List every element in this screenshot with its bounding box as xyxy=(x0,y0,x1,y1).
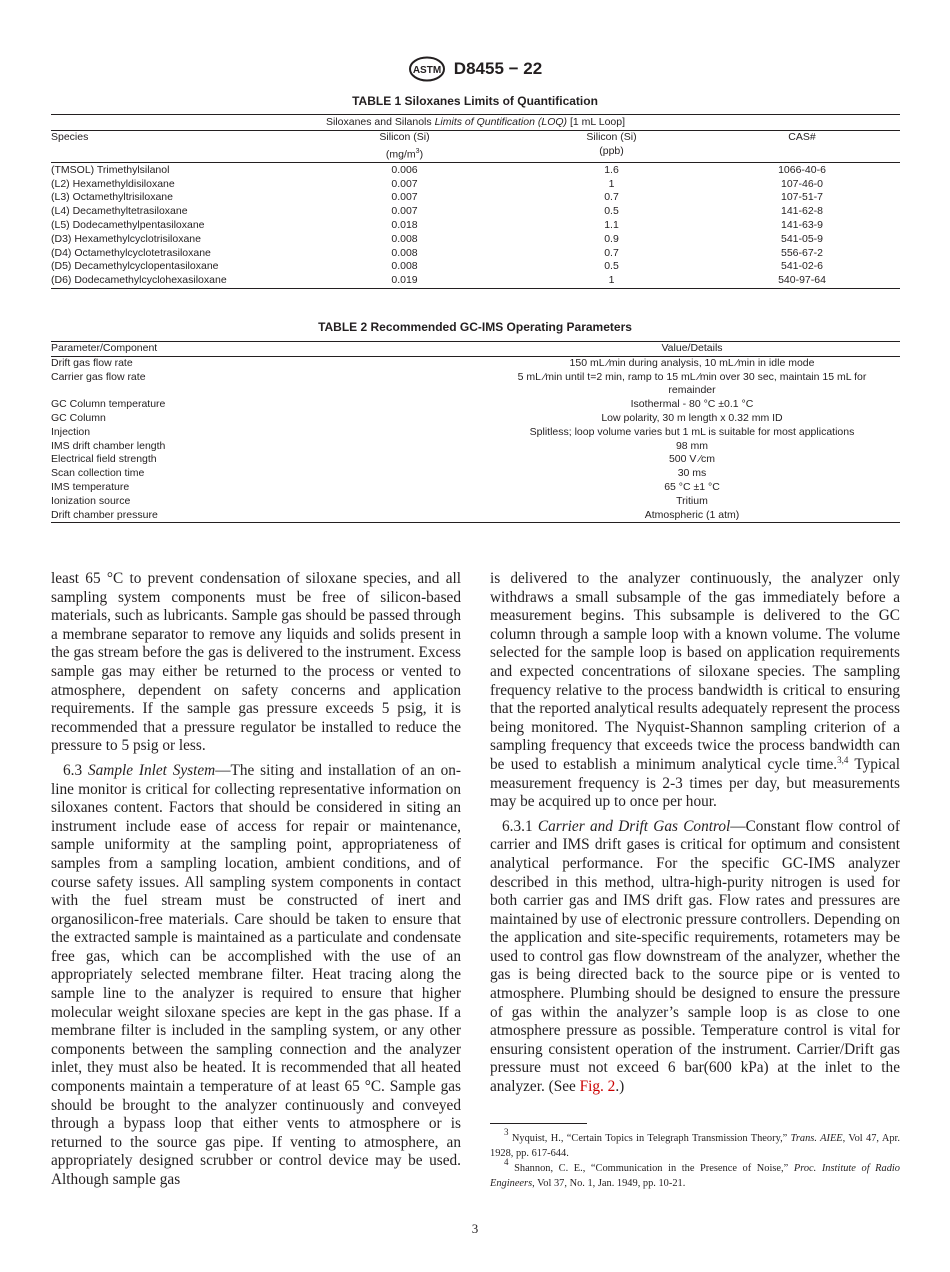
table2-value-cell: Atmospheric (1 atm) xyxy=(644,508,740,521)
table1-cell: 0.018 xyxy=(391,219,418,232)
footnote-ref-3-4: 3,4 xyxy=(837,754,849,765)
table2-value-cell: Splitless; loop volume varies but 1 mL is suitable for most applications xyxy=(529,425,855,438)
table1-row xyxy=(51,178,900,192)
table1-row xyxy=(51,274,900,288)
table2-value-cell: 98 mm xyxy=(675,439,709,452)
section-6-3-1-title: Carrier and Drift Gas Control xyxy=(537,817,731,835)
table1-cell: 541-02-6 xyxy=(780,260,824,273)
table1 xyxy=(51,114,900,289)
table1-header-cas: CAS# xyxy=(788,130,816,143)
table1-cell: 141-62-8 xyxy=(780,205,824,218)
table2-row xyxy=(51,467,900,481)
table1-row xyxy=(51,233,900,247)
section-6-3-1: 6.3.1 Carrier and Drift Gas Control—Constant flow control of carrier and IMS drift gases is critical for optimum and consistent analytical performance. For the specific GC-IMS analyzer described in this method, ultra-high-purity nitrogen is used for both carrier gas and IMS drift gas. Flow rates and pressures are maintained by use of electronic pressure controllers. Depending on the application and site-specific requirements, rotameters may be used to control gas flow downstream of the analyzer, whether the gas is being directed back to the source pipe or is vented to atmosphere. Plumbing should be designed to ensure the pressure of gas within the analyzer’s sample loop is as close to one atmosphere pressure as possible. Temperature control is vital for ensuring consistent operation of the instrument. Carrier/Drift gas pressure must not exceed 6 bar(600 kPa) at the inlet to the analyzer. (See Fig. 2.) xyxy=(490,817,900,1096)
footnote-divider xyxy=(490,1123,587,1124)
table2-parameter-cell: Drift chamber pressure xyxy=(51,508,158,521)
table1-super-header: Siloxanes and Silanols Limits of Quntification (LOQ) [1 mL Loop] xyxy=(51,115,900,131)
table1-cell: 1066-40-6 xyxy=(778,163,826,176)
table1-row xyxy=(51,191,900,205)
footnote-3: 3 Nyquist, H., “Certain Topics in Telegraph Transmission Theory,” Trans. AIEE, Vol 47, Apr. 1928, pp. 617-644. xyxy=(490,1127,901,1159)
table2-parameter-cell: Injection xyxy=(51,425,91,438)
table2-value-cell: Tritium xyxy=(676,494,708,507)
paragraph-continuation: least 65 °C to prevent condensation of siloxane species, and all sampling system components must be free of silicon-based materials, such as lubricants. Sample gas should be passed through a membrane separator to remove any liquids and solids present in the gas stream before the gas is delivered to the instrument. Excess sample gas may either be returned to the process or vented to atmosphere, dependent on safety concerns and application requirements. If the sample gas pressure exceeds 5 psig, it is recommended that a pressure regulator be installed to reduce the pressure to 5 psig or less. xyxy=(51,570,461,755)
table2-parameter-cell: GC Column temperature xyxy=(51,398,166,411)
right-text-column xyxy=(490,570,900,1097)
table2-value-cell: 5 mL ⁄min until t=2 min, ramp to 15 mL ⁄min over 30 sec, maintain 15 mL for remainder xyxy=(517,370,867,397)
table1-cell: (D5) Decamethylcyclopentasiloxane xyxy=(51,260,219,273)
table2-value-cell: 30 ms xyxy=(677,467,707,480)
table1-cell: 540-97-64 xyxy=(778,274,826,287)
logo-text: ASTM xyxy=(412,65,441,76)
table1-cell: 1.1 xyxy=(604,219,619,232)
table1-cell: 107-46-0 xyxy=(780,177,824,190)
table2-row xyxy=(51,453,900,467)
table2 xyxy=(51,341,900,523)
table2-caption: TABLE 2 Recommended GC-IMS Operating Parameters xyxy=(318,320,632,334)
table1-cell: (D4) Octamethylcyclotetrasiloxane xyxy=(51,246,211,259)
table1-cell: (D3) Hexamethylcyclotrisiloxane xyxy=(51,232,201,245)
table1-cell: 0.006 xyxy=(391,163,418,176)
table1-column-headers xyxy=(51,130,900,162)
table1-cell: 141-63-9 xyxy=(780,219,824,232)
table1-cell: 1 xyxy=(608,177,615,190)
table1-cell: (TMSOL) Trimethylsilanol xyxy=(51,163,170,176)
table2-row xyxy=(51,426,900,440)
table1-cell: 0.008 xyxy=(391,260,418,273)
table1-cell: 0.5 xyxy=(604,260,619,273)
table1-cell: (L2) Hexamethyldisiloxane xyxy=(51,177,175,190)
table2-header-value: Value/Details xyxy=(661,342,723,354)
table1-caption: TABLE 1 Siloxanes Limits of Quantification xyxy=(352,94,598,108)
table2-parameter-cell: GC Column xyxy=(51,411,106,424)
table1-row xyxy=(51,162,900,177)
table2-row xyxy=(51,356,900,370)
table2-column-headers xyxy=(51,342,900,357)
table2-row xyxy=(51,509,900,523)
table1-cell: 0.019 xyxy=(391,274,418,287)
table1-cell: 0.007 xyxy=(391,205,418,218)
footnote-4: 4 Shannon, C. E., “Communication in the Presence of Noise,” Proc. Institute of Radio Engineers, Vol 37, No. 1, Jan. 1949, pp. 10-21. xyxy=(490,1157,900,1189)
table1-row xyxy=(51,219,900,233)
table2-row xyxy=(51,398,900,412)
figure-2-link[interactable]: Fig. 2 xyxy=(579,1078,616,1096)
table1-cell: (L4) Decamethyltetrasiloxane xyxy=(51,205,188,218)
table2-parameter-cell: Electrical field strength xyxy=(51,453,157,466)
table1-cell: 107-51-7 xyxy=(780,191,824,204)
table2-row xyxy=(51,412,900,426)
table1-cell: (D6) Dodecamethylcyclohexasiloxane xyxy=(51,274,227,287)
left-text-column xyxy=(51,570,461,1190)
table1-cell: 0.5 xyxy=(604,205,619,218)
table2-parameter-cell: Carrier gas flow rate xyxy=(51,370,146,383)
table2-parameter-cell: IMS temperature xyxy=(51,480,130,493)
table1-row xyxy=(51,260,900,274)
document-designation: D8455 − 22 xyxy=(453,59,543,78)
table1-cell: 0.007 xyxy=(391,177,418,190)
table1-cell: (L5) Dodecamethylpentasiloxane xyxy=(51,219,205,232)
table2-value-cell: 500 V ⁄cm xyxy=(668,453,716,466)
table2-value-cell: Isothermal - 80 °C ±0.1 °C xyxy=(630,398,754,411)
astm-logo-icon xyxy=(408,56,446,82)
table2-row xyxy=(51,481,900,495)
table1-row xyxy=(51,205,900,219)
table1-cell: 1 xyxy=(608,274,615,287)
table1-cell: (L3) Octamethyltrisiloxane xyxy=(51,191,173,204)
table1-cell: 0.008 xyxy=(391,246,418,259)
table2-value-cell: 65 °C ±1 °C xyxy=(664,480,720,493)
section-6-3: 6.3 Sample Inlet System—The siting and installation of an on-line monitor is critical for collecting representative information on siloxanes content. Factors that should be considered in siting an instrument include ease of access for repair or maintenance, sample uniformity at the sampling point, appropriateness of samples from a sampling location, ambient conditions, and of course safety issues. All sampling system components in contact with the fuel stream must be constructed of inert and organosilicon-free materials. Care should be taken to ensure that the extracted sample is maintained as a particulate and condensate free gas, which can be accomplished with the use of an appropriately selected membrane filter. Heat tracing along the sample line to the analyzer is required to ensure that higher molecular weight siloxane species are kept in the gas phase. If a membrane filter is included in the sampling system, or any other components between the sampling connection and the analyzer inlet, they must also be heated. It is recommended that all heated components maintain a temperature of at least 65 °C. Sample gas should be brought to the analyzer continuously and conveyed through a bypass loop that either vents to atmosphere or is returned to the source gas pipe. If venting to atmosphere, an appropriately designed scrubber or control device may be used. Although sample gas xyxy=(51,761,461,1188)
paragraph-sampling: is delivered to the analyzer continuously, the analyzer only withdraws a small subsample of the gas immediately before a measurement begins. This subsample is delivered to the GC column through a sample loop with a known volume. The volume selected for the sample loop is based on application requirements and expected concentrations of siloxane species. The sampling frequency relative to the process bandwidth is critical to ensuring that the reported analytical results adequately represent the process being monitored. The Nyquist-Shannon sampling criterion of a sampling frequency that exceeds twice the process bandwidth can be used to establish a minimum analytical cycle time.$^{3,4}$ Typical measurement frequency is 2-3 times per day, but measurements may be acquired up to once per hour. xyxy=(490,570,900,811)
table2-row xyxy=(51,495,900,509)
table1-cell: 556-67-2 xyxy=(780,246,824,259)
table2-parameter-cell: IMS drift chamber length xyxy=(51,439,166,452)
table1-cell: 1.6 xyxy=(604,163,619,176)
table2-row xyxy=(51,440,900,454)
table2-value-cell: 150 mL ⁄min during analysis, 10 mL ⁄min in idle mode xyxy=(569,356,815,369)
table1-cell: 0.007 xyxy=(391,191,418,204)
table1-header-si-mg: Silicon (Si) $(mg/m^3)$ xyxy=(379,130,430,161)
table2-row xyxy=(51,371,900,399)
table1-cell: 0.008 xyxy=(391,232,418,245)
page-header xyxy=(0,56,950,82)
table2-parameter-cell: Drift gas flow rate xyxy=(51,356,133,369)
table2-value-cell: Low polarity, 30 m length x 0.32 mm ID xyxy=(601,411,783,424)
table1-cell: 0.9 xyxy=(604,232,619,245)
table1-header-si-ppb: Silicon (Si) (ppb) xyxy=(586,130,637,157)
table1-cell: 0.7 xyxy=(604,246,619,259)
page-number: 3 xyxy=(471,1221,479,1236)
table2-parameter-cell: Ionization source xyxy=(51,494,131,507)
table1-row xyxy=(51,247,900,261)
table1-cell: 541-05-9 xyxy=(780,232,824,245)
table2-header-parameter: Parameter/Component xyxy=(51,342,158,354)
table1-header-species: Species xyxy=(51,130,89,143)
table2-parameter-cell: Scan collection time xyxy=(51,467,145,480)
table1-cell: 0.7 xyxy=(604,191,619,204)
section-6-3-title: Sample Inlet System xyxy=(87,761,216,779)
